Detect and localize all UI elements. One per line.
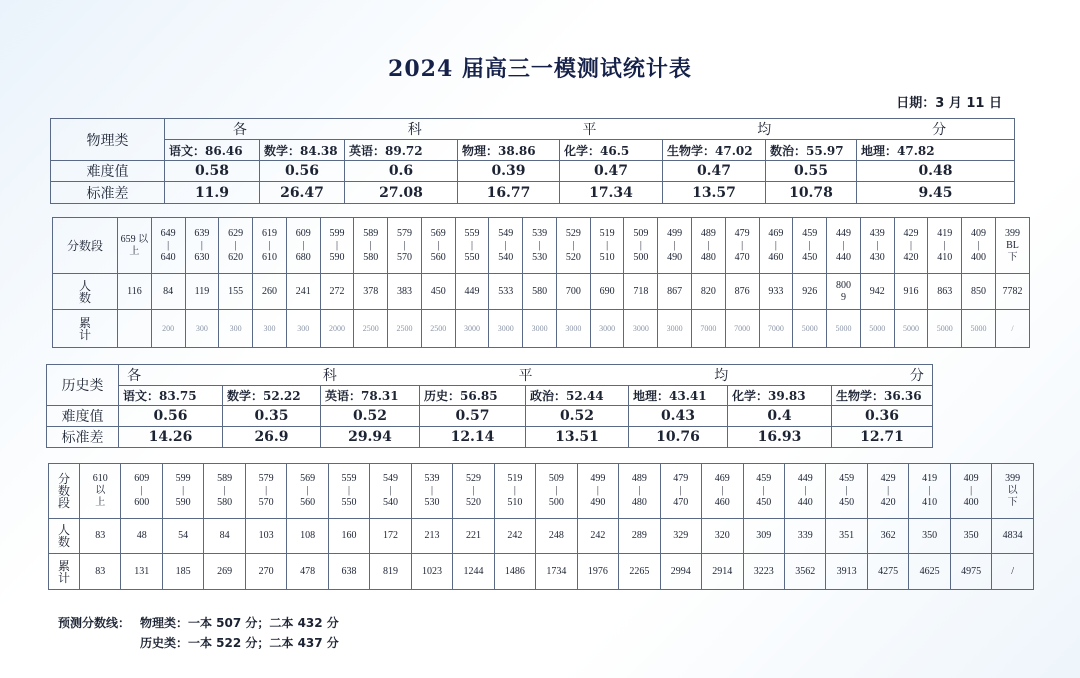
band-count: 103: [245, 519, 286, 554]
band-count: 84: [204, 519, 245, 554]
band-cumulative: 5000: [928, 310, 962, 348]
band-count: 48: [121, 519, 162, 554]
band-cumulative: 3562: [784, 554, 825, 590]
band-count: 700: [556, 274, 590, 310]
std-label: 标准差: [51, 182, 165, 204]
std-value: 29.94: [321, 427, 420, 448]
band-count: 362: [867, 519, 908, 554]
band-cumulative: 478: [287, 554, 328, 590]
band-cumulative: 300: [219, 310, 253, 348]
band-cumulative: 1734: [536, 554, 577, 590]
difficulty-label: 难度值: [47, 406, 119, 427]
std-value: 12.14: [420, 427, 526, 448]
band-count: 320: [702, 519, 743, 554]
difficulty-label: 难度值: [51, 161, 165, 182]
score-band: 539 | 530: [523, 218, 557, 274]
score-band: 409 | 400: [950, 464, 991, 519]
score-band: 609 | 600: [121, 464, 162, 519]
score-band: 549 | 540: [370, 464, 411, 519]
score-band: 409 | 400: [962, 218, 996, 274]
band-count: 329: [660, 519, 701, 554]
std-value: 17.34: [560, 182, 663, 204]
std-value: 11.9: [165, 182, 260, 204]
difficulty-value: 0.56: [119, 406, 223, 427]
band-count: 350: [950, 519, 991, 554]
history-distribution-table: [48, 463, 1034, 590]
band-count: 160: [328, 519, 369, 554]
subject-average: 数治：55.97: [766, 140, 857, 161]
band-count: 718: [624, 274, 658, 310]
band-cumulative: 200: [151, 310, 185, 348]
band-cumulative: 2500: [388, 310, 422, 348]
std-value: 13.51: [526, 427, 629, 448]
count-label: 人 数: [53, 274, 118, 310]
band-cumulative: 7000: [725, 310, 759, 348]
score-band: 489 | 480: [619, 464, 660, 519]
score-band: 619 | 610: [253, 218, 287, 274]
band-count: 213: [411, 519, 452, 554]
score-band: 579 | 570: [245, 464, 286, 519]
score-band: 439 | 430: [860, 218, 894, 274]
band-cumulative: 185: [162, 554, 203, 590]
score-band: 569 | 560: [421, 218, 455, 274]
band-count: 7782: [995, 274, 1029, 310]
std-value: 14.26: [119, 427, 223, 448]
score-band: 519 | 510: [494, 464, 535, 519]
difficulty-value: 0.55: [766, 161, 857, 182]
band-cumulative: 270: [245, 554, 286, 590]
score-band: 610 以 上: [80, 464, 121, 519]
band-count: 242: [494, 519, 535, 554]
score-band: 549 | 540: [489, 218, 523, 274]
score-band: 659 以 上: [118, 218, 152, 274]
score-band: 539 | 530: [411, 464, 452, 519]
band-count: 116: [118, 274, 152, 310]
history-summary-table: [46, 364, 933, 448]
score-band: 599 | 590: [162, 464, 203, 519]
history-avg-header: 各 科 平 均 分: [119, 365, 933, 386]
score-band: 519 | 510: [590, 218, 624, 274]
subject-average: 英语：89.72: [345, 140, 458, 161]
band-count: 260: [253, 274, 287, 310]
score-band: 399 以 下: [992, 464, 1034, 519]
physics-distribution-table: [52, 217, 1030, 348]
difficulty-value: 0.58: [165, 161, 260, 182]
score-band: 509 | 500: [624, 218, 658, 274]
physics-avg-header: 各 科 平 均 分: [165, 119, 1015, 140]
band-count: 933: [759, 274, 793, 310]
band-cumulative: 3000: [590, 310, 624, 348]
score-band: 419 | 410: [928, 218, 962, 274]
score-band: 469 | 460: [759, 218, 793, 274]
band-cumulative: 300: [253, 310, 287, 348]
band-count: 221: [453, 519, 494, 554]
std-value: 26.9: [223, 427, 321, 448]
band-count: 351: [826, 519, 867, 554]
score-band: 559 | 550: [455, 218, 489, 274]
score-band: 429 | 420: [867, 464, 908, 519]
band-cumulative: 4625: [909, 554, 950, 590]
score-band: 509 | 500: [536, 464, 577, 519]
band-cumulative: 3000: [624, 310, 658, 348]
score-band: 449 | 440: [784, 464, 825, 519]
band-cumulative: 819: [370, 554, 411, 590]
count-label: 人 数: [49, 519, 80, 554]
band-cumulative: 300: [185, 310, 219, 348]
band-cumulative: 3000: [556, 310, 590, 348]
difficulty-value: 0.36: [832, 406, 933, 427]
std-value: 10.76: [629, 427, 728, 448]
band-cumulative: 4975: [950, 554, 991, 590]
difficulty-value: 0.47: [663, 161, 766, 182]
band-count: 383: [388, 274, 422, 310]
difficulty-value: 0.4: [728, 406, 832, 427]
std-value: 10.78: [766, 182, 857, 204]
band-label: 分 数 段: [49, 464, 80, 519]
score-band: 629 | 620: [219, 218, 253, 274]
score-band: 469 | 460: [702, 464, 743, 519]
std-value: 12.71: [832, 427, 933, 448]
score-band: 479 | 470: [660, 464, 701, 519]
band-count: 155: [219, 274, 253, 310]
band-count: 916: [894, 274, 928, 310]
subject-average: 语文：86.46: [165, 140, 260, 161]
band-cumulative: 2265: [619, 554, 660, 590]
score-band: 649 | 640: [151, 218, 185, 274]
band-cumulative: 5000: [860, 310, 894, 348]
difficulty-value: 0.52: [321, 406, 420, 427]
band-count: 309: [743, 519, 784, 554]
band-count: 876: [725, 274, 759, 310]
subject-average: 化学：46.5: [560, 140, 663, 161]
band-cumulative: 1023: [411, 554, 452, 590]
score-band: 569 | 560: [287, 464, 328, 519]
predicted-line-history: 历史类：一本 522 分；二本 437 分: [140, 636, 339, 650]
band-count: 942: [860, 274, 894, 310]
difficulty-value: 0.43: [629, 406, 728, 427]
subject-average: 历史：56.85: [420, 386, 526, 406]
score-band: 499 | 490: [658, 218, 692, 274]
band-cumulative: 3000: [658, 310, 692, 348]
score-band: 459 | 450: [743, 464, 784, 519]
score-band: 499 | 490: [577, 464, 618, 519]
subject-average: 化学：39.83: [728, 386, 832, 406]
difficulty-value: 0.39: [458, 161, 560, 182]
band-cumulative: 4275: [867, 554, 908, 590]
subject-average: 政治：52.44: [526, 386, 629, 406]
band-cumulative: 2500: [421, 310, 455, 348]
std-value: 26.47: [260, 182, 345, 204]
difficulty-value: 0.56: [260, 161, 345, 182]
subject-average: 地理：47.82: [857, 140, 1015, 161]
band-cumulative: 2914: [702, 554, 743, 590]
band-cumulative: 131: [121, 554, 162, 590]
score-band: 489 | 480: [692, 218, 726, 274]
score-band: 639 | 630: [185, 218, 219, 274]
band-cumulative: 3000: [489, 310, 523, 348]
std-value: 13.57: [663, 182, 766, 204]
difficulty-value: 0.47: [560, 161, 663, 182]
band-count: 241: [286, 274, 320, 310]
score-band: 399 BL 下: [995, 218, 1029, 274]
score-band: 529 | 520: [556, 218, 590, 274]
band-cumulative: [118, 310, 152, 348]
band-cumulative: 5000: [894, 310, 928, 348]
band-count: 172: [370, 519, 411, 554]
band-cumulative: 3913: [826, 554, 867, 590]
report-date: 日期：3 月 11 日: [896, 96, 1002, 111]
score-band: 579 | 570: [388, 218, 422, 274]
band-count: 54: [162, 519, 203, 554]
cumulative-label: 累 计: [53, 310, 118, 348]
difficulty-value: 0.57: [420, 406, 526, 427]
band-cumulative: 7000: [692, 310, 726, 348]
subject-average: 英语：78.31: [321, 386, 420, 406]
predicted-line-physics: 物理类：一本 507 分；二本 432 分: [140, 616, 339, 630]
subject-average: 数学：84.38: [260, 140, 345, 161]
band-cumulative: 83: [80, 554, 121, 590]
score-band: 459 | 450: [793, 218, 827, 274]
difficulty-value: 0.35: [223, 406, 321, 427]
score-band: 529 | 520: [453, 464, 494, 519]
score-band: 559 | 550: [328, 464, 369, 519]
score-band: 419 | 410: [909, 464, 950, 519]
band-count: 449: [455, 274, 489, 310]
band-count: 800 9: [827, 274, 861, 310]
band-cumulative: 300: [286, 310, 320, 348]
band-count: 83: [80, 519, 121, 554]
band-count: 533: [489, 274, 523, 310]
band-cumulative: 2500: [354, 310, 388, 348]
band-cumulative: 3000: [523, 310, 557, 348]
band-count: 850: [962, 274, 996, 310]
band-count: 378: [354, 274, 388, 310]
band-label: 分数段: [53, 218, 118, 274]
band-count: 289: [619, 519, 660, 554]
band-cumulative: /: [995, 310, 1029, 348]
page-title: 2024 届高三一模测试统计表: [388, 56, 692, 82]
band-cumulative: 7000: [759, 310, 793, 348]
subject-average: 语文：83.75: [119, 386, 223, 406]
band-cumulative: 2994: [660, 554, 701, 590]
band-cumulative: 269: [204, 554, 245, 590]
subject-average: 生物学：36.36: [832, 386, 933, 406]
difficulty-value: 0.48: [857, 161, 1015, 182]
band-cumulative: 1976: [577, 554, 618, 590]
std-value: 9.45: [857, 182, 1015, 204]
score-band: 609 | 680: [286, 218, 320, 274]
score-band: 449 | 440: [827, 218, 861, 274]
band-count: 350: [909, 519, 950, 554]
band-cumulative: 2000: [320, 310, 354, 348]
band-count: 863: [928, 274, 962, 310]
score-band: 479 | 470: [725, 218, 759, 274]
difficulty-value: 0.52: [526, 406, 629, 427]
physics-category-label: 物理类: [51, 119, 165, 161]
band-count: 242: [577, 519, 618, 554]
std-value: 16.93: [728, 427, 832, 448]
history-category-label: 历史类: [47, 365, 119, 406]
band-count: 867: [658, 274, 692, 310]
subject-average: 生物学：47.02: [663, 140, 766, 161]
score-band: 429 | 420: [894, 218, 928, 274]
score-band: 459 | 450: [826, 464, 867, 519]
band-count: 820: [692, 274, 726, 310]
band-cumulative: /: [992, 554, 1034, 590]
band-count: 580: [523, 274, 557, 310]
std-value: 27.08: [345, 182, 458, 204]
band-count: 690: [590, 274, 624, 310]
difficulty-value: 0.6: [345, 161, 458, 182]
band-count: 119: [185, 274, 219, 310]
band-count: 450: [421, 274, 455, 310]
predicted-line-label: 预测分数线：: [58, 616, 131, 630]
subject-average: 地理：43.41: [629, 386, 728, 406]
subject-average: 数学：52.22: [223, 386, 321, 406]
band-count: 84: [151, 274, 185, 310]
physics-summary-table: [50, 118, 1015, 204]
band-cumulative: 5000: [827, 310, 861, 348]
band-count: 339: [784, 519, 825, 554]
std-label: 标准差: [47, 427, 119, 448]
band-cumulative: 3223: [743, 554, 784, 590]
std-value: 16.77: [458, 182, 560, 204]
band-cumulative: 5000: [962, 310, 996, 348]
band-count: 926: [793, 274, 827, 310]
band-cumulative: 1486: [494, 554, 535, 590]
band-cumulative: 1244: [453, 554, 494, 590]
subject-average: 物理：38.86: [458, 140, 560, 161]
band-count: 248: [536, 519, 577, 554]
band-count: 272: [320, 274, 354, 310]
band-count: 4834: [992, 519, 1034, 554]
band-cumulative: 3000: [455, 310, 489, 348]
score-band: 599 | 590: [320, 218, 354, 274]
cumulative-label: 累 计: [49, 554, 80, 590]
score-band: 589 | 580: [204, 464, 245, 519]
band-cumulative: 5000: [793, 310, 827, 348]
score-band: 589 | 580: [354, 218, 388, 274]
band-cumulative: 638: [328, 554, 369, 590]
band-count: 108: [287, 519, 328, 554]
